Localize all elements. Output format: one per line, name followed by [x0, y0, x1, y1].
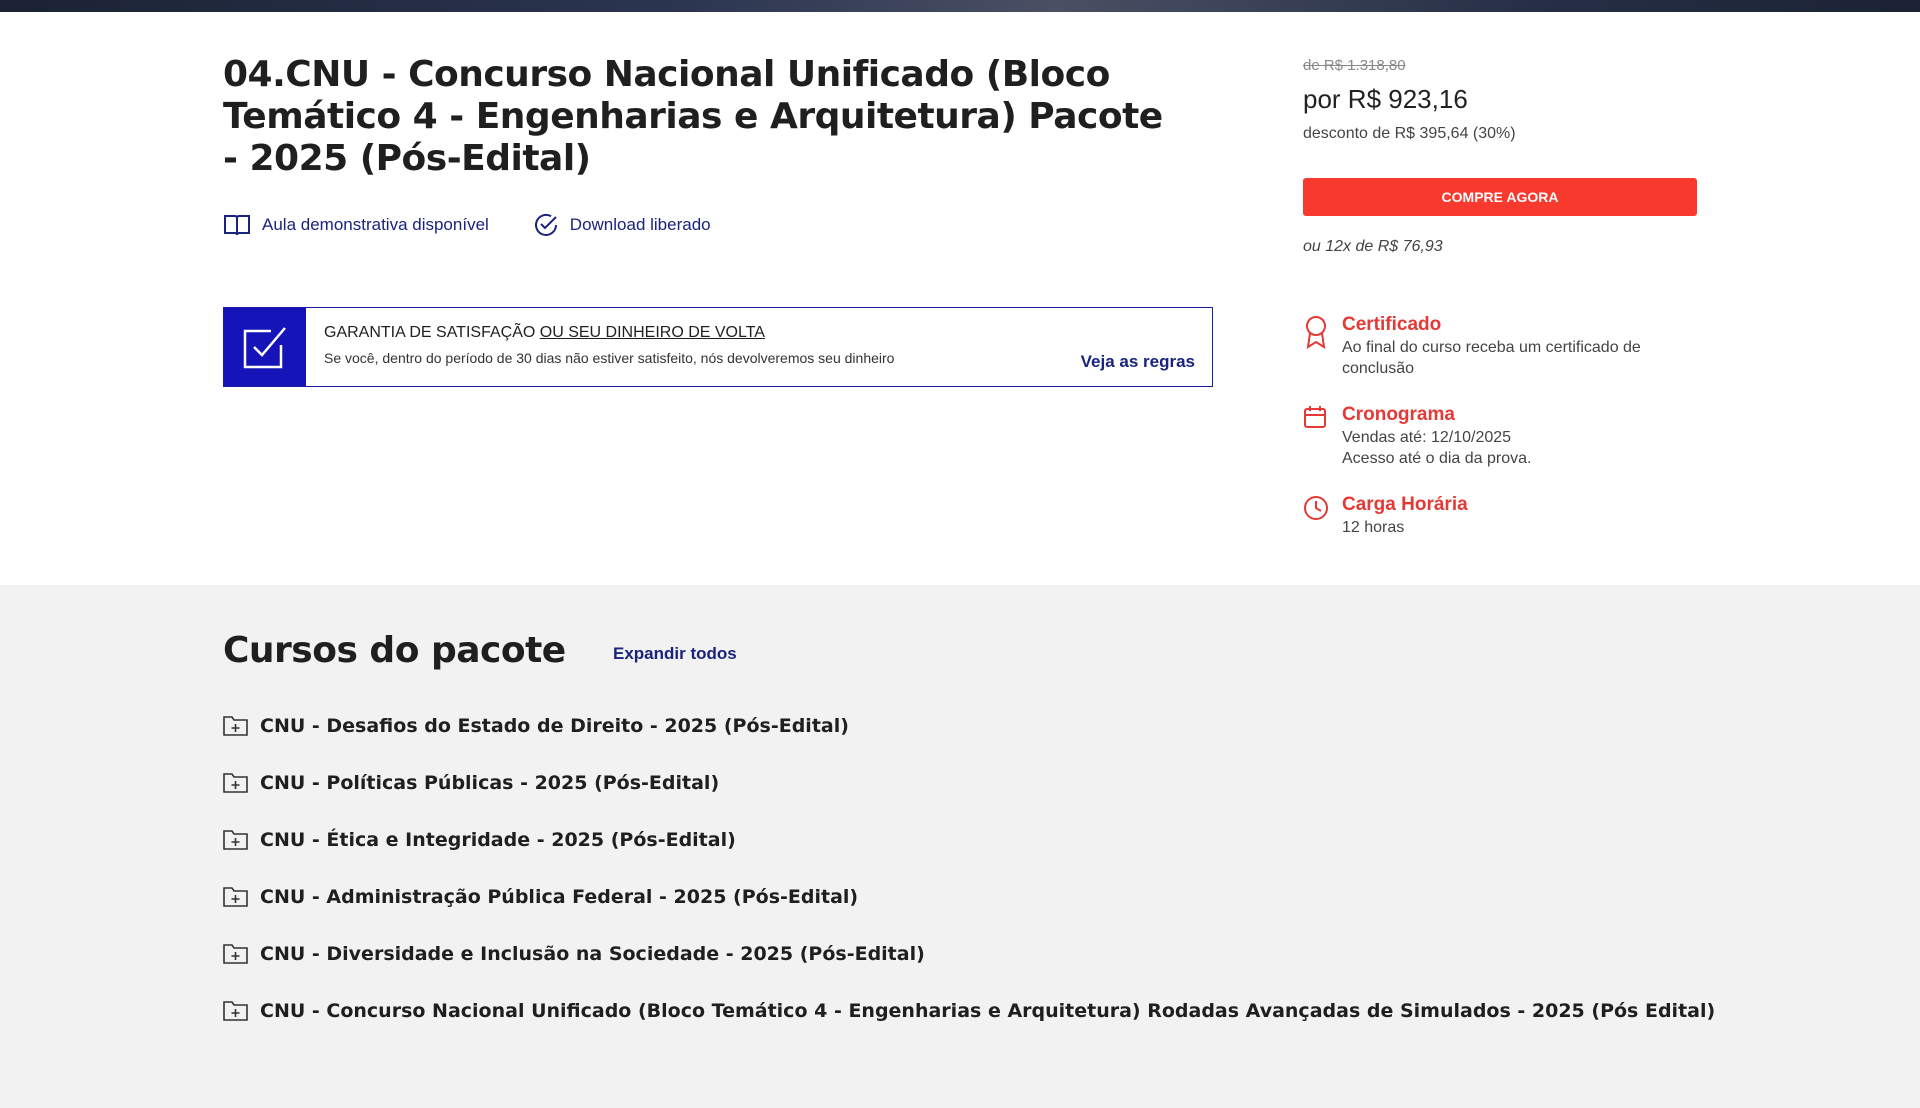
- info-line: Acesso até o dia da prova.: [1342, 450, 1532, 467]
- course-label: CNU - Desafios do Estado de Direito - 2025 (Pós-Edital): [260, 714, 849, 737]
- calendar-icon: [1303, 405, 1327, 429]
- course-label: CNU - Ética e Integridade - 2025 (Pós-Edital): [260, 828, 736, 851]
- section-title: Cursos do pacote: [223, 630, 566, 671]
- course-item[interactable]: [223, 868, 1715, 925]
- info-title: Carga Horária: [1342, 494, 1468, 515]
- checkbox-icon: [241, 323, 289, 371]
- course-item[interactable]: [223, 697, 1715, 754]
- satisfaction-guarantee-box: [223, 307, 1213, 387]
- guarantee-description: Se você, dentro do período de 30 dias não estiver satisfeito, nós devolveremos seu dinheiro: [324, 350, 895, 366]
- course-list: [223, 697, 1715, 1039]
- award-ribbon-icon: [1303, 315, 1329, 349]
- feature-demo-lesson[interactable]: [223, 213, 489, 237]
- guarantee-rules-link[interactable]: Veja as regras: [1080, 352, 1195, 371]
- folder-plus-icon: [223, 1000, 248, 1021]
- info-title: Certificado: [1342, 314, 1442, 335]
- course-item[interactable]: [223, 754, 1715, 811]
- info-line: Vendas até: 12/10/2025: [1342, 429, 1512, 446]
- guarantee-text: [306, 308, 1212, 386]
- product-title: 04.CNU - Concurso Nacional Unificado (Bloco Temático 4 - Engenharias e Arquitetura) Pacote - 2025 (Pós-Edital): [223, 54, 1163, 179]
- guarantee-title: [324, 324, 1212, 342]
- course-label: CNU - Diversidade e Inclusão na Sociedade - 2025 (Pós-Edital): [260, 942, 925, 965]
- expand-all-link[interactable]: Expandir todos: [613, 644, 737, 663]
- feature-download[interactable]: [533, 212, 711, 238]
- guarantee-title-main: GARANTIA DE SATISFAÇÃO: [324, 324, 540, 341]
- installments-text: ou 12x de R$ 76,93: [1303, 238, 1443, 255]
- buy-now-button[interactable]: COMPRE AGORA: [1303, 178, 1697, 216]
- folder-plus-icon: [223, 886, 248, 907]
- course-item[interactable]: [223, 811, 1715, 868]
- guarantee-icon-box: [224, 308, 306, 386]
- open-book-icon: [223, 213, 251, 237]
- check-circle-icon: [533, 212, 559, 238]
- product-features: [223, 212, 755, 238]
- course-item[interactable]: [223, 925, 1715, 982]
- current-price: por R$ 923,16: [1303, 84, 1468, 114]
- course-label: CNU - Políticas Públicas - 2025 (Pós-Edital): [260, 771, 720, 794]
- hero-banner-strip: [0, 0, 1920, 12]
- course-label: CNU - Concurso Nacional Unificado (Bloco Temático 4 - Engenharias e Arquitetura) Rodadas Avançadas de Simulados - 2025 (Pós Edital): [260, 999, 1716, 1022]
- folder-plus-icon: [223, 715, 248, 736]
- course-item[interactable]: [223, 982, 1715, 1039]
- original-price: de R$ 1.318,80: [1303, 57, 1406, 74]
- course-label: CNU - Administração Pública Federal - 2025 (Pós-Edital): [260, 885, 859, 908]
- feature-label: Download liberado: [569, 215, 711, 234]
- info-line: Ao final do curso receba um certificado de conclusão: [1342, 339, 1641, 377]
- info-title: Cronograma: [1342, 404, 1455, 425]
- clock-icon: [1303, 495, 1329, 521]
- info-line: 12 horas: [1342, 519, 1405, 536]
- guarantee-title-underlined: OU SEU DINHEIRO DE VOLTA: [539, 324, 765, 341]
- folder-plus-icon: [223, 829, 248, 850]
- discount-text: desconto de R$ 395,64 (30%): [1303, 125, 1516, 142]
- feature-label: Aula demonstrativa disponível: [262, 215, 489, 234]
- folder-plus-icon: [223, 772, 248, 793]
- folder-plus-icon: [223, 943, 248, 964]
